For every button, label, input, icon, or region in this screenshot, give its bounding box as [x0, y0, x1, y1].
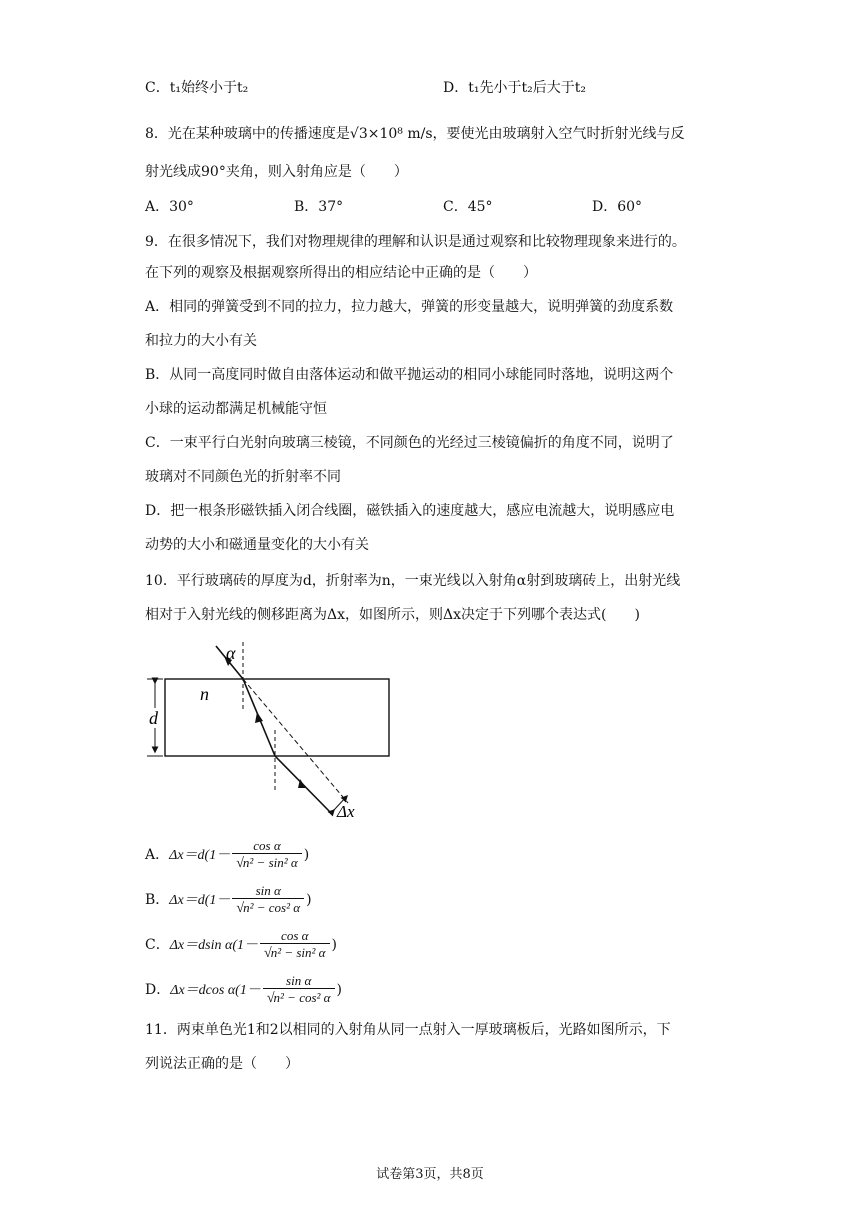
q8-option-b: B．37°: [294, 199, 344, 215]
q9-option-c-line1: C．一束平行白光射向玻璃三棱镜，不同颜色的光经过三棱镜偏折的角度不同，说明了: [145, 435, 674, 451]
q7-option-c-text: C．t₁始终小于t₂: [145, 80, 249, 96]
n-label: n: [200, 684, 209, 704]
q8-option-a: A．30°: [145, 199, 194, 215]
option-b-end: ): [306, 892, 312, 908]
option-a-fraction: $\frac{\text{cos α}}{\text{√n² − sin² α}}$: [232, 838, 302, 872]
option-b-denominator: n² − cos² α: [243, 900, 301, 915]
option-a-label: A．: [145, 847, 170, 863]
q8-stem-line1: [145, 124, 685, 144]
q11-stem-line1: 11．两束单色光1和2以相同的入射角从同一点射入一厚玻璃板后，光路如图所示，下: [145, 1022, 671, 1038]
option-b-lhs: Δx＝d(1－: [169, 893, 231, 908]
q7-option-c: [145, 78, 248, 98]
option-c-end: ): [331, 937, 337, 953]
q8-speed: √3×10⁸ m/s: [349, 126, 433, 142]
incident-extension: [243, 679, 348, 803]
option-d-lhs: Δx＝dcos α(1－: [170, 983, 261, 998]
option-c-numerator: cos α: [281, 928, 309, 943]
q10-option-a: [145, 837, 309, 874]
option-d-denominator: n² − cos² α: [273, 990, 331, 1005]
q10-option-b: [145, 882, 312, 919]
q10-stem-line2: 相对于入射光线的侧移距离为Δx，如图所示，则Δx决定于下列哪个表达式( ): [145, 607, 640, 623]
option-c-label: C．: [145, 937, 170, 953]
option-c-fraction: $\frac{\text{cos α}}{\text{√n² − sin² α}}$: [260, 928, 330, 962]
q10-option-d: [145, 972, 342, 1009]
option-d-label: D．: [145, 982, 171, 998]
q9-option-b-line1: B．从同一高度同时做自由落体运动和做平抛运动的相同小球能同时落地，说明这两个: [145, 367, 674, 383]
d-label: d: [149, 708, 158, 728]
q11-stem-line2: 列说法正确的是（ ）: [145, 1056, 299, 1072]
option-b-fraction: $\frac{\text{sin α}}{\text{√n² − cos² α}}$: [232, 883, 304, 917]
option-a-end: ): [303, 847, 310, 863]
glass-slab: [165, 679, 389, 756]
q8-option-c: C．45°: [443, 199, 493, 215]
q9-stem-line1: 9．在很多情况下，我们对物理规律的理解和认识是通过观察和比较物理现象来进行的。: [145, 234, 686, 250]
option-a-numerator: cos α: [253, 838, 281, 853]
option-d-end: ): [336, 982, 342, 998]
page-footer: 试卷第3页，共8页: [376, 1167, 484, 1182]
q8-option-d: D．60°: [592, 199, 643, 215]
q9-option-a-line1: A．相同的弹簧受到不同的拉力，拉力越大，弹簧的形变量越大，说明弹簧的劲度系数: [145, 299, 674, 315]
option-d-numerator: sin α: [286, 973, 312, 988]
option-a-denominator: n² − sin² α: [242, 855, 298, 870]
q9-option-d-line1: D．把一根条形磁铁插入闭合线圈，磁铁插入的速度越大，感应电流越大，说明感应电: [145, 503, 675, 519]
option-a-lhs: Δx＝d(1－: [169, 848, 231, 863]
option-b-label: B．: [145, 892, 170, 908]
q10-stem-line1: 10．平行玻璃砖的厚度为d，折射率为n，一束光线以入射角α射到玻璃砖上，出射光线: [145, 573, 681, 589]
option-c-lhs: Δx＝dsin α(1－: [169, 938, 258, 953]
q9-option-d-line2: 动势的大小和磁通量变化的大小有关: [145, 537, 369, 553]
option-d-fraction: $\frac{\text{sin α}}{\text{√n² − cos² α}}$: [263, 973, 335, 1007]
q10-option-c: [145, 927, 337, 964]
option-b-numerator: sin α: [255, 883, 281, 898]
q8-suffix: ，要使光由玻璃射入空气时折射光线与反: [432, 126, 685, 142]
q8-stem-line2: 射光线成90°夹角，则入射角应是（ ）: [145, 164, 408, 180]
alpha-label: α: [226, 643, 236, 663]
q9-stem-line2: 在下列的观察及根据观察所得出的相应结论中正确的是（ ）: [145, 265, 537, 281]
q9-option-b-line2: 小球的运动都满足机械能守恒: [145, 401, 327, 417]
q10-refraction-figure: [140, 638, 400, 820]
option-c-denominator: n² − sin² α: [270, 945, 326, 960]
q7-option-d: [443, 78, 586, 98]
q9-option-c-line2: 玻璃对不同颜色光的折射率不同: [145, 469, 341, 485]
q9-option-a-line2: 和拉力的大小有关: [145, 333, 257, 349]
q8-prefix: 8．光在某种玻璃中的传播速度是: [145, 126, 350, 142]
q7-option-d-text: D．t₁先小于t₂后大于t₂: [443, 80, 586, 96]
dx-label: Δx: [337, 802, 355, 820]
